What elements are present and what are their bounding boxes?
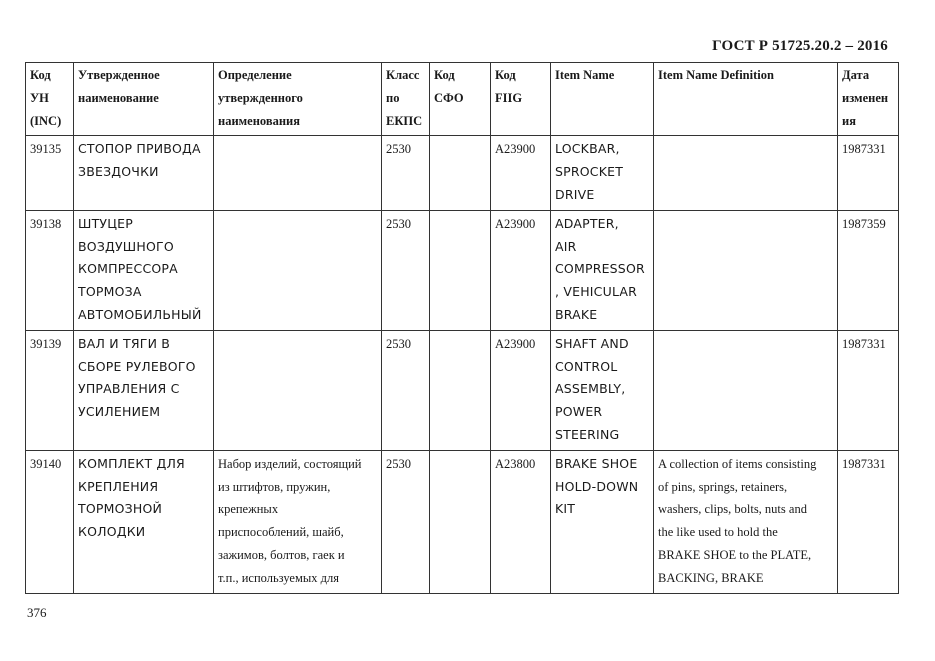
cell-sfo [430,136,491,210]
cell-approved-name: СТОПОР ПРИВОДА ЗВЕЗДОЧКИ [74,136,214,210]
cell-sfo [430,330,491,450]
table-row [26,330,899,450]
col-header-approved-name: Утвержденное наименование [74,63,214,136]
cell-item-definition: A collection of items consisting of pins, springs, retainers, washers, clips, bolts, nuts and the like used to hold the BRAKE SHOE to the PLATE, BACKING, BRAKE [654,450,838,593]
table-row [26,136,899,210]
col-header-sfo: Код СФО [430,63,491,136]
cell-approved-name: КОМПЛЕКТ ДЛЯ КРЕПЛЕНИЯ ТОРМОЗНОЙ КОЛОДКИ [74,450,214,593]
cell-sfo [430,450,491,593]
cell-class: 2530 [382,136,430,210]
cell-fiig: A23900 [491,136,551,210]
cell-date: 1987331 [838,136,899,210]
col-header-definition: Определение утвержденного наименования [214,63,382,136]
cell-item-name: ADAPTER, AIR COMPRESSOR , VEHICULAR BRAKE [551,210,654,330]
cell-inc: 39140 [26,450,74,593]
cell-date: 1987359 [838,210,899,330]
table-header-row [26,63,899,136]
cell-class: 2530 [382,450,430,593]
table-row [26,450,899,593]
page-number: 376 [27,605,47,620]
col-header-class: Класс по ЕКПС [382,63,430,136]
cell-fiig: A23900 [491,330,551,450]
cell-definition [214,330,382,450]
cell-item-definition [654,210,838,330]
cell-date: 1987331 [838,330,899,450]
col-header-date: Дата изменен ия [838,63,899,136]
cell-inc: 39139 [26,330,74,450]
cell-definition: Набор изделий, состоящий из штифтов, пружин, крепежных приспособлений, шайб, зажимов, болтов, гаек и т.п., используемых для [214,450,382,593]
cell-class: 2530 [382,330,430,450]
cell-item-name: SHAFT AND CONTROL ASSEMBLY, POWER STEERING [551,330,654,450]
cell-date: 1987331 [838,450,899,593]
cell-approved-name: ШТУЦЕР ВОЗДУШНОГО КОМПРЕССОРА ТОРМОЗА АВТОМОБИЛЬНЫЙ [74,210,214,330]
col-header-fiig: Код FIIG [491,63,551,136]
cell-fiig: A23800 [491,450,551,593]
col-header-item-name: Item Name [551,63,654,136]
cell-sfo [430,210,491,330]
document-code: ГОСТ Р 51725.20.2 – 2016 [712,38,888,54]
cell-class: 2530 [382,210,430,330]
cell-item-definition [654,136,838,210]
cell-approved-name: ВАЛ И ТЯГИ В СБОРЕ РУЛЕВОГО УПРАВЛЕНИЯ С УСИЛЕНИЕМ [74,330,214,450]
cell-fiig: A23900 [491,210,551,330]
cell-item-name: BRAKE SHOE HOLD-DOWN KIT [551,450,654,593]
col-header-item-definition: Item Name Definition [654,63,838,136]
cell-definition [214,210,382,330]
cell-inc: 39138 [26,210,74,330]
table-row [26,210,899,330]
cell-item-definition [654,330,838,450]
nomenclature-table [25,62,899,594]
cell-item-name: LOCKBAR, SPROCKET DRIVE [551,136,654,210]
cell-inc: 39135 [26,136,74,210]
cell-definition [214,136,382,210]
col-header-inc: Код УН (INC) [26,63,74,136]
